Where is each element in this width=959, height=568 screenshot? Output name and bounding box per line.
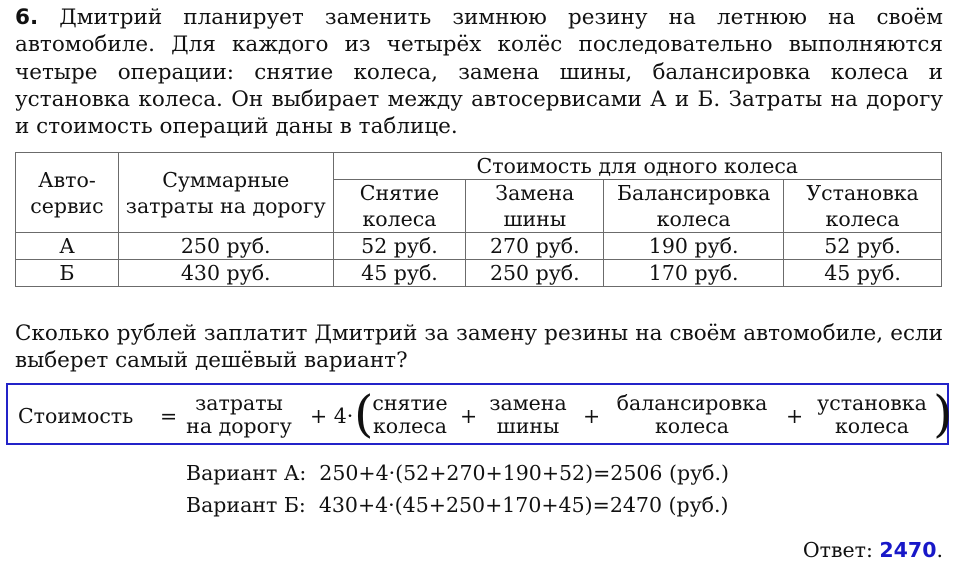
formula-right-paren: ) — [933, 385, 953, 443]
cell-service: А — [16, 233, 119, 260]
answer-line — [803, 538, 943, 562]
formula-term-top: замена — [489, 391, 567, 415]
formula-term-top: снятие — [372, 391, 448, 415]
formula-road — [180, 392, 298, 438]
header-installation: Установка колеса — [784, 180, 942, 233]
formula-term-top: балансировка — [616, 391, 768, 415]
formula-box — [6, 383, 953, 445]
cell-road: 430 руб. — [118, 260, 333, 287]
cell-removal: 52 руб. — [333, 233, 466, 260]
answer-value: 2470 — [879, 538, 937, 562]
table-row — [16, 260, 942, 287]
header-removal: Снятие колеса — [333, 180, 466, 233]
formula-term-balancing — [604, 392, 780, 438]
cell-service: Б — [16, 260, 119, 287]
formula-plus: + — [583, 404, 601, 428]
formula-term-installation — [808, 392, 936, 438]
cost-table — [15, 152, 942, 287]
formula-left-paren: ( — [354, 385, 374, 443]
cell-tire-change: 270 руб. — [466, 233, 604, 260]
header-road-cost: Суммарные затраты на дорогу — [118, 153, 333, 233]
header-per-wheel-cost: Стоимость для одного колеса — [333, 153, 941, 180]
formula-plus-four: + 4· — [310, 404, 354, 428]
formula-lhs: Стоимость — [18, 404, 134, 428]
formula-term-removal — [366, 392, 454, 438]
cell-balancing: 190 руб. — [604, 233, 784, 260]
question-text: Сколько рублей заплатит Дмитрий за замену резины на своём автомобиле, если выберет самый дешёвый вариант? — [15, 321, 943, 374]
header-tire-change: Замена шины — [466, 180, 604, 233]
header-service: Авто-сервис — [16, 153, 119, 233]
formula-plus: + — [460, 404, 478, 428]
formula-term-bottom: колеса — [654, 414, 729, 438]
header-balancing: Балансировка колеса — [604, 180, 784, 233]
formula-plus: + — [786, 404, 804, 428]
variant-a-calculation: Вариант А: 250+4·(52+270+190+52)=2506 (руб.) — [186, 461, 729, 485]
formula-term-top: установка — [817, 391, 927, 415]
cell-road: 250 руб. — [118, 233, 333, 260]
cell-removal: 45 руб. — [333, 260, 466, 287]
answer-label: Ответ: — [802, 538, 880, 562]
cell-installation: 45 руб. — [784, 260, 942, 287]
formula-term-bottom: колеса — [834, 414, 909, 438]
problem-number: 6. — [15, 5, 39, 30]
formula-term-bottom: шины — [496, 414, 560, 438]
answer-period: . — [936, 538, 943, 562]
problem-statement — [15, 4, 943, 140]
variant-b-calculation: Вариант Б: 430+4·(45+250+170+45)=2470 (руб.) — [186, 493, 729, 517]
cell-installation: 52 руб. — [784, 233, 942, 260]
cell-tire-change: 250 руб. — [466, 260, 604, 287]
problem-text: Дмитрий планирует заменить зимнюю резину на летнюю на своём автомобиле. Для каждого из четырёх колёс последовательно выполняются четыре операции: снятие колеса, замена шины, балансировка колеса и установка колеса. Он выбирает между автосервисами А и Б. Затраты на дорогу и стоимость операций даны в таблице. — [15, 5, 943, 140]
formula-equals: = — [160, 404, 178, 428]
cell-balancing: 170 руб. — [604, 260, 784, 287]
formula-road-top: затраты — [195, 391, 283, 415]
formula-term-bottom: колеса — [372, 414, 447, 438]
table-row — [16, 233, 942, 260]
formula-road-bottom: на дорогу — [186, 414, 292, 438]
formula-term-tire — [482, 392, 574, 438]
